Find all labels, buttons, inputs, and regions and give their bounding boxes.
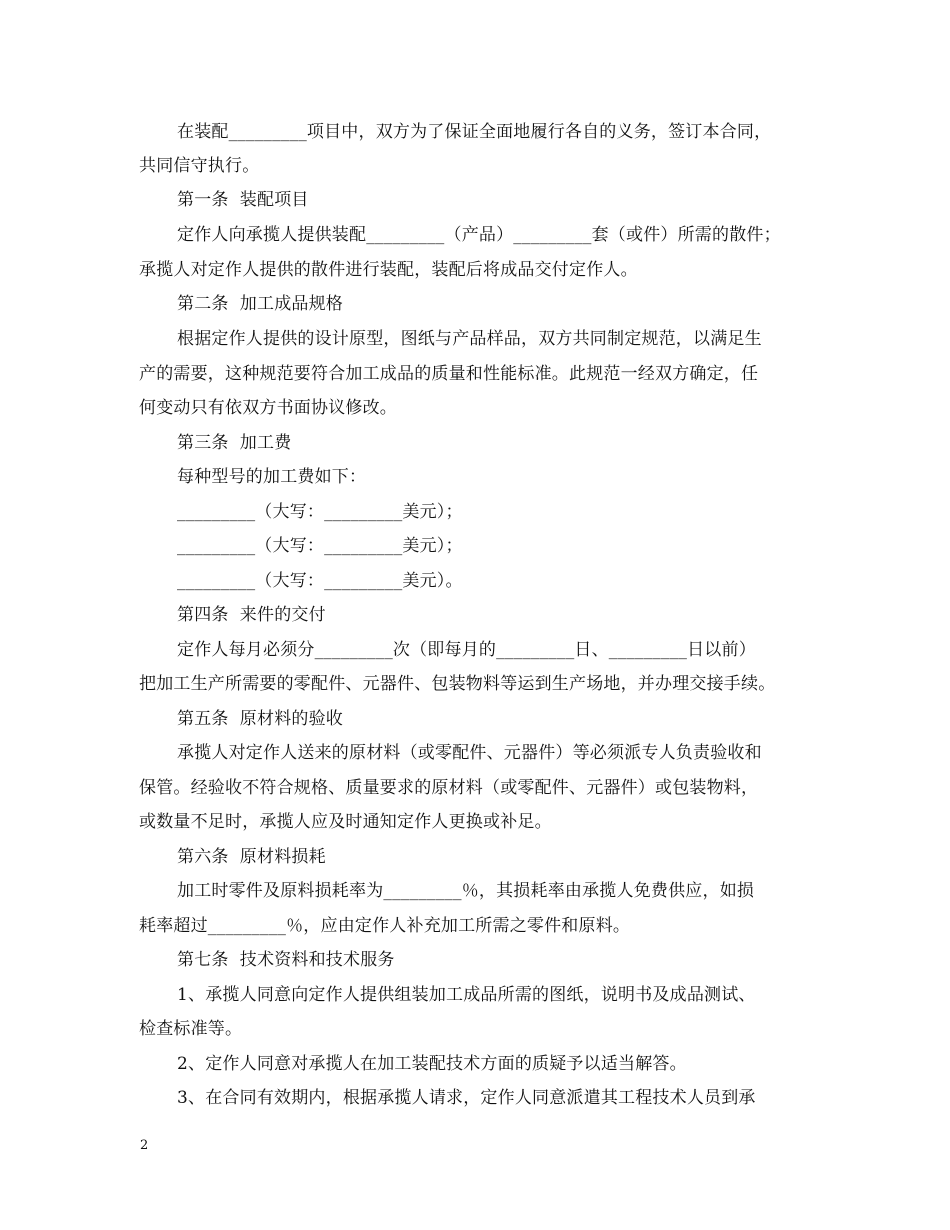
page-number: 2 bbox=[140, 1138, 149, 1153]
article-2-heading: 第二条 加工成品规格 bbox=[177, 294, 344, 314]
fee-line-1: _________（大写：_________美元）； bbox=[177, 502, 463, 522]
article-2-text-line-1: 根据定作人提供的设计原型，图纸与产品样品，双方共同制定规范，以满足生 bbox=[177, 329, 762, 349]
fee-line-2: _________（大写：_________美元）； bbox=[177, 536, 463, 556]
article-5-text-line-3: 或数量不足时，承揽人应及时通知定作人更换或补足。 bbox=[139, 812, 552, 832]
article-1-text-line-2: 承揽人对定作人提供的散件进行装配，装配后将成品交付定作人。 bbox=[139, 260, 638, 280]
contract-intro-line-2: 共同信守执行。 bbox=[139, 156, 260, 176]
article-3-text-line-1: 每种型号的加工费如下： bbox=[177, 467, 367, 487]
article-2-text-line-3: 何变动只有依双方书面协议修改。 bbox=[139, 398, 397, 418]
fee-line-3: _________（大写：_________美元）。 bbox=[177, 571, 463, 591]
article-7-heading: 第七条 技术资料和技术服务 bbox=[177, 950, 395, 970]
article-4-heading: 第四条 来件的交付 bbox=[177, 605, 326, 625]
article-5-heading: 第五条 原材料的验收 bbox=[177, 709, 344, 729]
article-1-heading: 第一条 装配项目 bbox=[177, 190, 309, 210]
article-7-item-2: 2、定作人同意对承揽人在加工装配技术方面的质疑予以适当解答。 bbox=[177, 1054, 687, 1074]
article-1-text-line-1: 定作人向承揽人提供装配_________（产品）_________套（或件）所需的散件； bbox=[177, 225, 781, 245]
article-6-heading: 第六条 原材料损耗 bbox=[177, 847, 326, 867]
article-5-text-line-1: 承揽人对定作人送来的原材料（或零配件、元器件）等必须派专人负责验收和 bbox=[177, 743, 762, 763]
contract-intro-line-1: 在装配_________项目中，双方为了保证全面地履行各自的义务，签订本合同， bbox=[177, 122, 772, 142]
article-6-text-line-2: 耗率超过_________％，应由定作人补充加工所需之零件和原料。 bbox=[139, 916, 631, 936]
article-7-item-3: 3、在合同有效期内，根据承揽人请求，定作人同意派遣其工程技术人员到承 bbox=[177, 1088, 756, 1108]
article-7-item-1-line-1: 1、承揽人同意向定作人提供组装加工成品所需的图纸，说明书及成品测试、 bbox=[177, 985, 756, 1005]
article-7-item-1-line-2: 检查标准等。 bbox=[139, 1019, 243, 1039]
article-2-text-line-2: 产的需要，这种规范要符合加工成品的质量和性能标准。此规范一经双方确定，任 bbox=[139, 364, 759, 384]
article-4-text-line-1: 定作人每月必须分_________次（即每月的_________日、_________日以前） bbox=[177, 640, 756, 660]
article-4-text-line-2: 把加工生产所需要的零配件、元器件、包装物料等运到生产场地，并办理交接手续。 bbox=[139, 674, 776, 694]
article-3-heading: 第三条 加工费 bbox=[177, 433, 292, 453]
article-5-text-line-2: 保管。经验收不符合规格、质量要求的原材料（或零配件、元器件）或包装物料， bbox=[139, 778, 759, 798]
article-6-text-line-1: 加工时零件及原料损耗率为_________％，其损耗率由承揽人免费供应，如损 bbox=[177, 881, 755, 901]
